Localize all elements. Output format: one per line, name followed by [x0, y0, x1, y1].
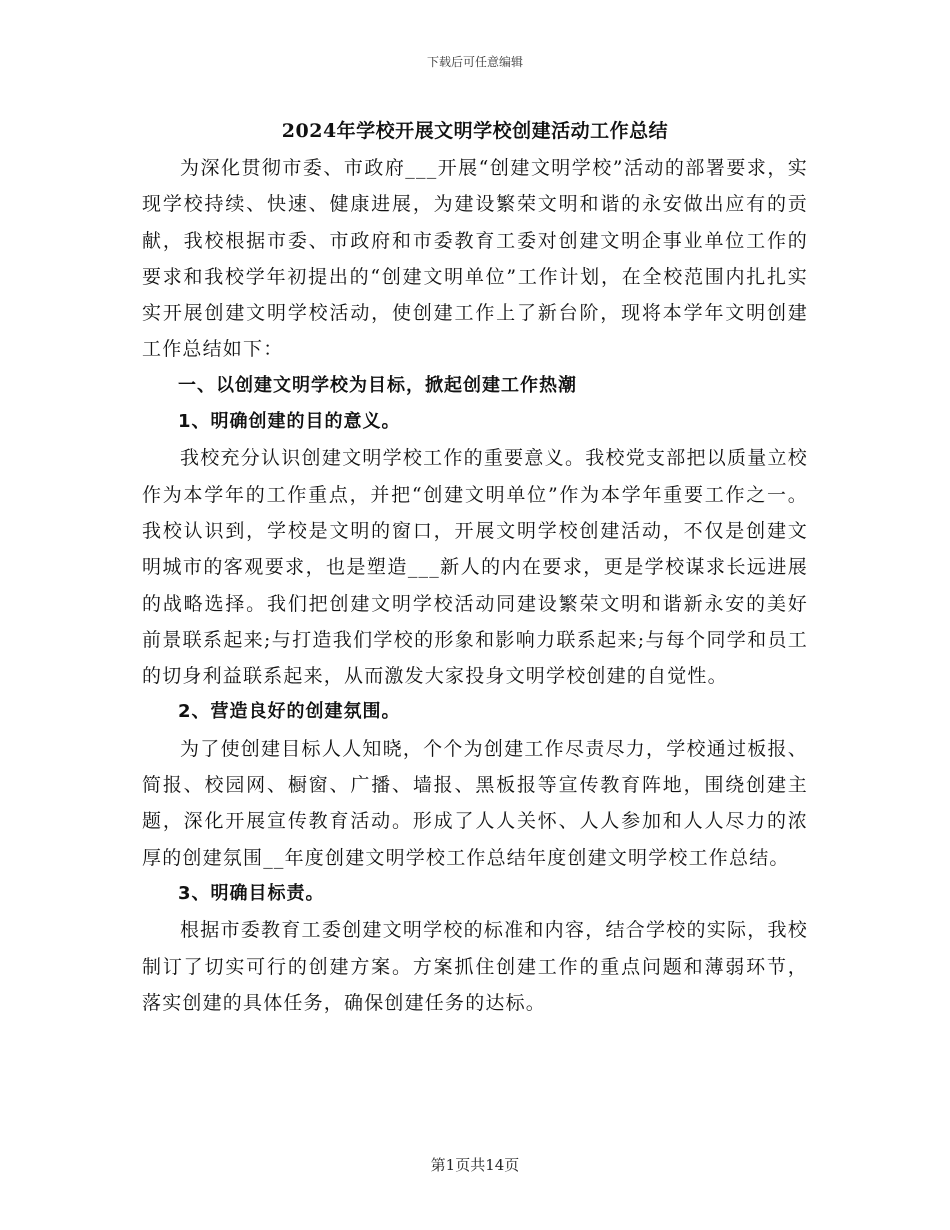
paragraph-3: 根据市委教育工委创建文明学校的标准和内容，结合学校的实际，我校制订了切实可行的创建方案。方案抓住创建工作的重点问题和薄弱环节，落实创建的具体任务，确保创建任务的达标。	[142, 919, 808, 1014]
subheading-3: 3、明确目标责。	[178, 882, 325, 904]
subheading-2: 2、营造良好的创建氛围。	[178, 701, 401, 723]
paragraph-1: 我校充分认识创建文明学校工作的重要意义。我校党支部把以质量立校作为本学年的工作重点，并把“创建文明单位”作为本学年重要工作之一。我校认识到，学校是文明的窗口，开展文明学校创建活动，不仅是创建文明城市的客观要求，也是塑造___新人的内在要求，更是学校谋求长远进展的战略选择。我们把创建文明学校活动同建设繁荣文明和谐新永安的美好前景联系起来;与打造我们学校的形象和影响力联系起来;与每个同学和员工的切身利益联系起来，从而激发大家投身文明学校创建的自觉性。	[142, 447, 808, 688]
page-number: 第1页共14页	[430, 1156, 520, 1174]
section-heading-1: 一、以创建文明学校为目标，掀起创建工作热潮	[178, 374, 577, 396]
subheading-1: 1、明确创建的目的意义。	[178, 411, 401, 433]
paragraph-2: 为了使创建目标人人知晓，个个为创建工作尽责尽力，学校通过板报、简报、校园网、橱窗、广播、墙报、黑板报等宣传教育阵地，围绕创建主题，深化开展宣传教育活动。形成了人人关怀、人人参加和人人尽力的浓厚的创建氛围__年度创建文明学校工作总结年度创建文明学校工作总结。	[142, 737, 808, 869]
header-note: 下载后可任意编辑	[426, 55, 523, 69]
document-title: 2024年学校开展文明学校创建活动工作总结	[281, 120, 669, 142]
document-body	[142, 150, 808, 1021]
paragraph-intro: 为深化贯彻市委、市政府___开展“创建文明学校”活动的部署要求，实现学校持续、快速、健康进展，为建设繁荣文明和谐的永安做出应有的贡献，我校根据市委、市政府和市委教育工委对创建文明企事业单位工作的要求和我校学年初提出的“创建文明单位”工作计划，在全校范围内扎扎实实开展创建文明学校活动，使创建工作上了新台阶，现将本学年文明创建工作总结如下：	[142, 157, 808, 361]
